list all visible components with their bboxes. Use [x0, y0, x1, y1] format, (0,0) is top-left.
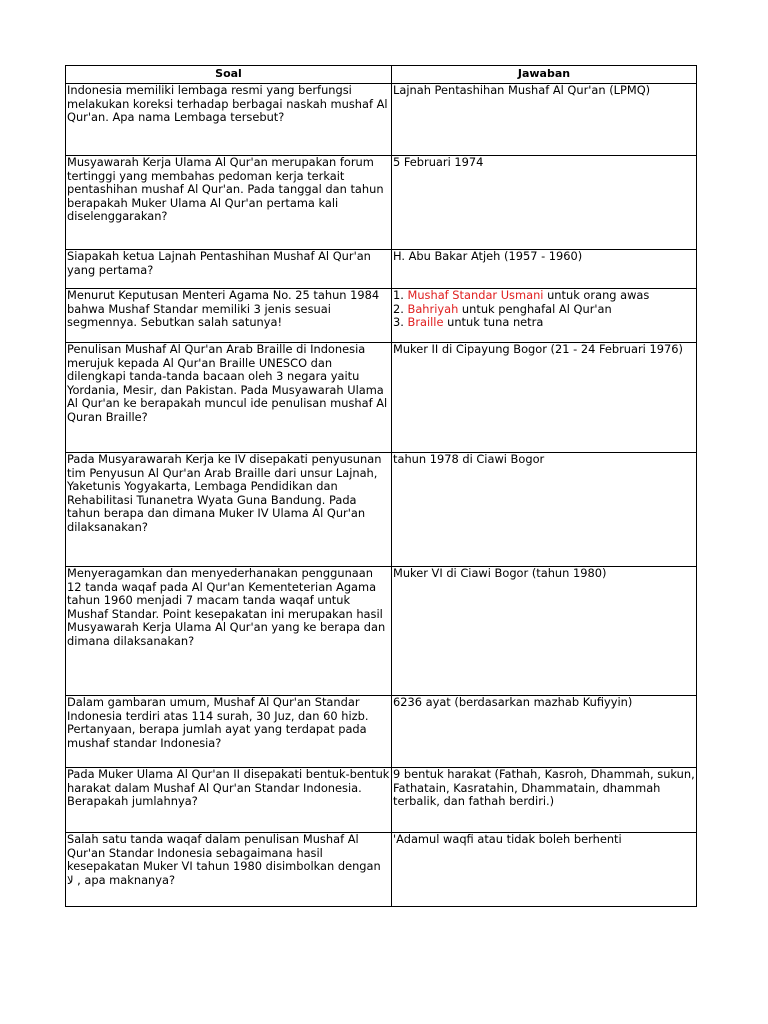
question-cell: Penulisan Mushaf Al Qur'an Arab Braille di Indonesia merujuk kepada Al Qur'an Braille UNESCO dan dilengkapi tanda-tanda bacaan oleh 3 negara yaitu Yordania, Mesir, dan Pakistan. Pada Musyawarah Ulama Al Qur'an ke berapakah muncul ide penulisan mushaf Al Quran Braille? [66, 343, 392, 453]
highlighted-term: Bahriyah [407, 301, 459, 316]
table-row [66, 696, 697, 768]
table-row [66, 768, 697, 833]
question-cell: Menurut Keputusan Menteri Agama No. 25 tahun 1984 bahwa Mushaf Standar memiliki 3 jenis sesuai segmennya. Sebutkan salah satunya! [66, 289, 392, 343]
table-row [66, 289, 697, 343]
question-cell: Salah satu tanda waqaf dalam penulisan Mushaf Al Qur'an Standar Indonesia sebagaimana hasil kesepakatan Muker VI tahun 1980 disimbolkan dengan لا , apa maknanya? [66, 833, 392, 907]
answer-list-item: 3. Braille untuk tuna netra [393, 315, 544, 330]
question-cell: Pada Musyarawarah Kerja ke IV disepakati penyusunan tim Penyusun Al Qur'an Arab Braille dari unsur Lajnah, Yaketunis Yogyakarta, Lembaga Pendidikan dan Rehabilitasi Tunanetra Wyata Guna Bandung. Pada tahun berapa dan dimana Muker IV Ulama Al Qur'an dilaksanakan? [66, 453, 392, 567]
header-question: Soal [66, 66, 392, 84]
table-row [66, 343, 697, 453]
table-row [66, 567, 697, 696]
answer-cell: 'Adamul waqfi atau tidak boleh berhenti [392, 833, 697, 907]
answer-cell: 6236 ayat (berdasarkan mazhab Kufiyyin) [392, 696, 697, 768]
question-cell: Dalam gambaran umum, Mushaf Al Qur'an Standar Indonesia terdiri atas 114 surah, 30 Juz, dan 60 hizb. Pertanyaan, berapa jumlah ayat yang terdapat pada mushaf standar Indonesia? [66, 696, 392, 768]
answer-cell: Muker VI di Ciawi Bogor (tahun 1980) [392, 567, 697, 696]
table-row [66, 156, 697, 250]
question-cell: Indonesia memiliki lembaga resmi yang berfungsi melakukan koreksi terhadap berbagai naskah mushaf Al Qur'an. Apa nama Lembaga tersebut? [66, 84, 392, 156]
answer-cell: H. Abu Bakar Atjeh (1957 - 1960) [392, 250, 697, 289]
header-answer: Jawaban [392, 66, 697, 84]
table-row [66, 833, 697, 907]
question-cell: Menyeragamkan dan menyederhanakan penggunaan 12 tanda waqaf pada Al Qur'an Kementeterian Agama tahun 1960 menjadi 7 macam tanda waqaf untuk Mushaf Standar. Point kesepakatan ini merupakan hasil Musyawarah Kerja Ulama Al Qur'an yang ke berapa dan dimana dilaksanakan? [66, 567, 392, 696]
table-header-row [66, 66, 697, 84]
table-row [66, 84, 697, 156]
answer-cell [392, 289, 697, 343]
answer-cell: tahun 1978 di Ciawi Bogor [392, 453, 697, 567]
table-row [66, 453, 697, 567]
highlighted-term: Braille [407, 315, 444, 330]
answer-cell: 5 Februari 1974 [392, 156, 697, 250]
qa-table [65, 65, 697, 907]
answer-cell: Lajnah Pentashihan Mushaf Al Qur'an (LPMQ) [392, 84, 697, 156]
answer-cell: 9 bentuk harakat (Fathah, Kasroh, Dhammah, sukun, Fathatain, Kasratahin, Dhammatain, dhammah terbalik, dan fathah berdiri.) [392, 768, 697, 833]
table-row [66, 250, 697, 289]
answer-cell: Muker II di Cipayung Bogor (21 - 24 Februari 1976) [392, 343, 697, 453]
question-cell: Pada Muker Ulama Al Qur'an II disepakati bentuk-bentuk harakat dalam Mushaf Al Qur'an Standar Indonesia. Berapakah jumlahnya? [66, 768, 392, 833]
answer-list-item: 1. Mushaf Standar Usmani untuk orang awas [393, 288, 650, 302]
highlighted-term: Mushaf Standar Usmani [407, 288, 544, 302]
question-cell: Siapakah ketua Lajnah Pentashihan Mushaf Al Qur'an yang pertama? [66, 250, 392, 289]
answer-list-item: 2. Bahriyah untuk penghafal Al Qur'an [393, 301, 612, 316]
question-cell: Musyawarah Kerja Ulama Al Qur'an merupakan forum tertinggi yang membahas pedoman kerja terkait pentashihan mushaf Al Qur'an. Pada tanggal dan tahun berapakah Muker Ulama Al Qur'an pertama kali diselenggarakan? [66, 156, 392, 250]
